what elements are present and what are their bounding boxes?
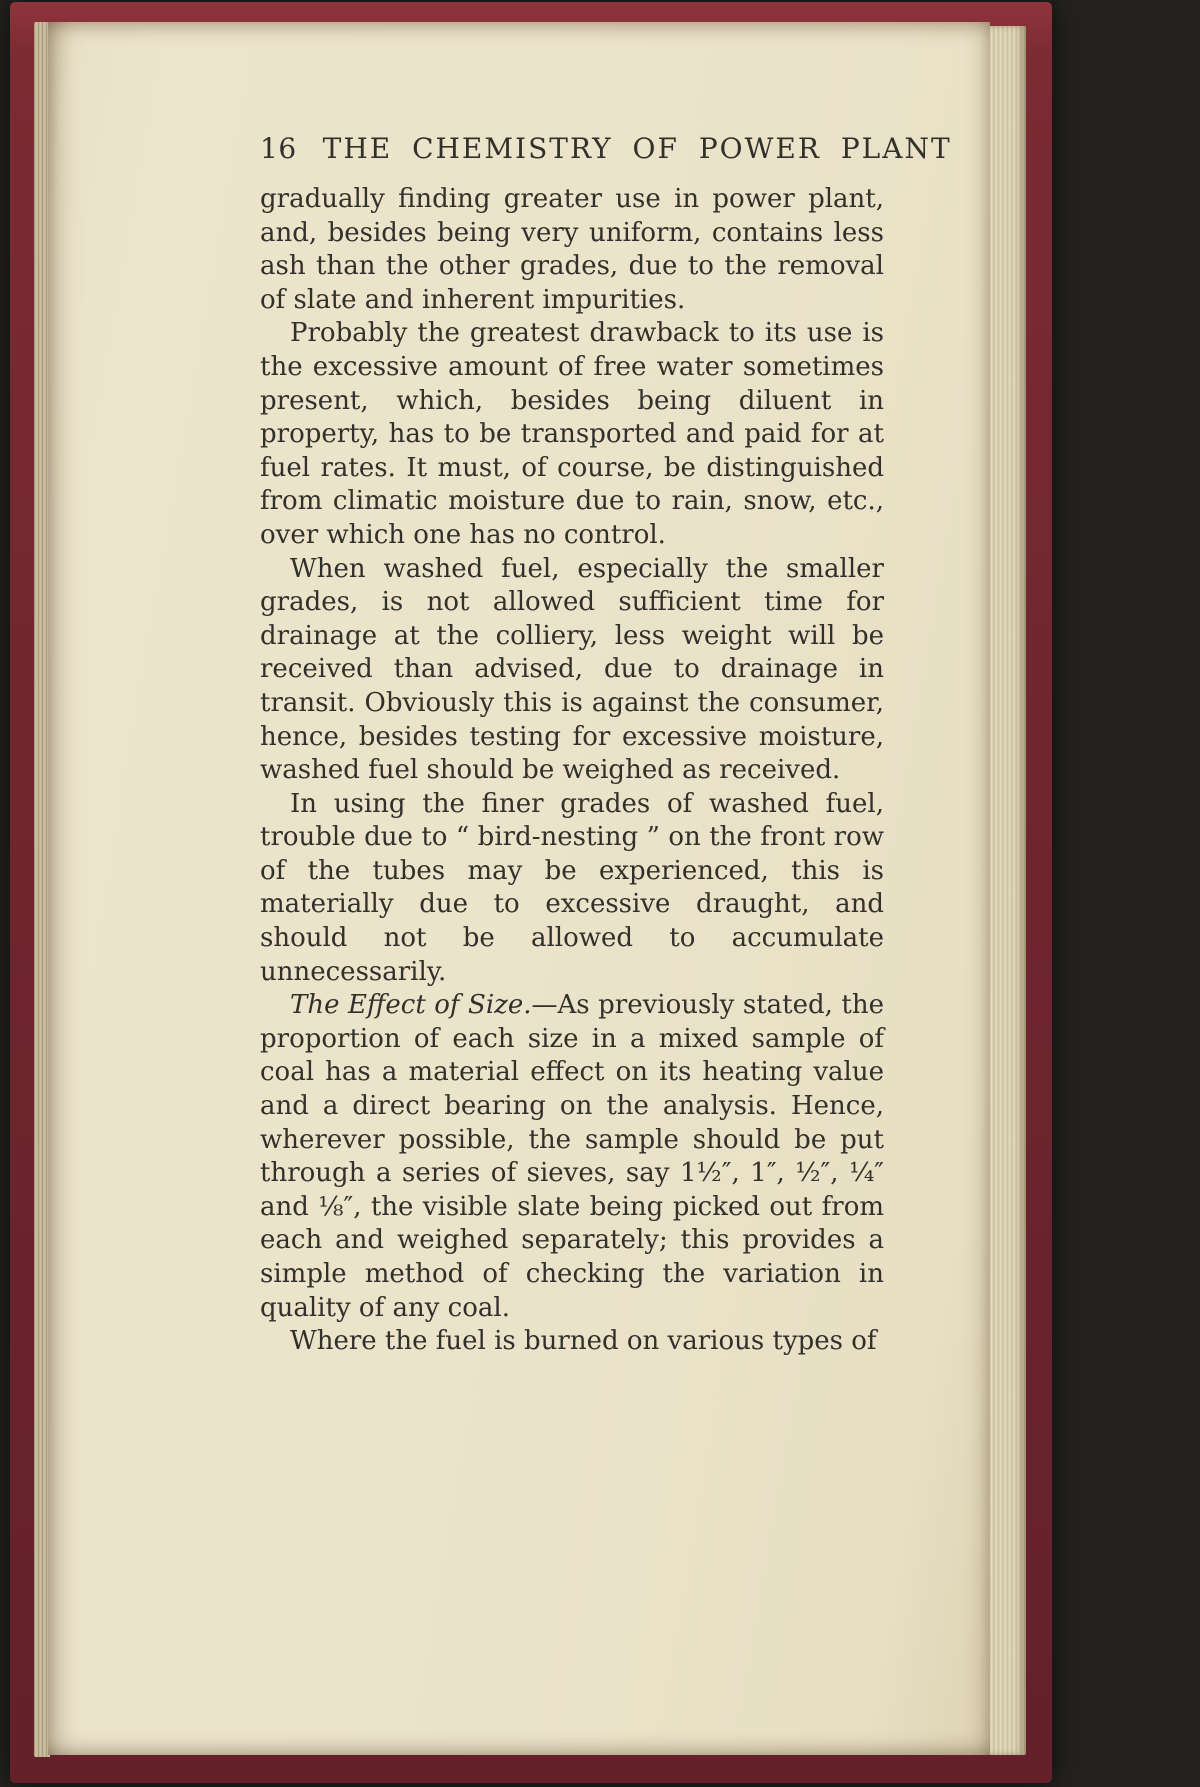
running-header — [260, 132, 952, 165]
paragraph-lead-italic: The Effect of Size. — [290, 990, 532, 1021]
paragraph: In using the finer grades of washed fuel, trouble due to “ bird-nesting ” on the front row of the tubes may be experienced, this is materially due to excessive draught, and should not be allowed to accumulate unnecessarily. — [260, 788, 884, 987]
paragraph — [260, 989, 884, 1325]
paragraph: When washed fuel, especially the smaller grades, is not allowed sufficient time for drainage at the colliery, less weight will be received than advised, due to drainage in transit. Obviously this is against the consumer, hence, besides testing for excessive moisture, washed fuel should be weighed as received. — [260, 553, 884, 786]
fore-edge-page-stack — [986, 26, 1026, 1755]
paragraph: gradually finding greater use in power plant, and, besides being very uniform, contains less ash than the other grades, due to the removal of slate and inherent impurities. — [260, 184, 884, 315]
paragraph: Probably the greatest drawback to its use is the excessive amount of free water sometimes present, which, besides being diluent in property, has to be transported and paid for at fuel rates. It must, of course, be distinguished from climatic moisture due to rain, snow, etc., over which one has no control. — [260, 318, 884, 550]
running-title: THE CHEMISTRY OF POWER PLANT — [322, 132, 952, 165]
page-number: 16 — [260, 132, 297, 165]
paragraph-text: —As previously stated, the proportion of each size in a mixed sample of coal has a material effect on its heating value and a direct bearing on the analysis. Hence, wherever possible, the sample should be put through a series of sieves, say 1½″, 1″, ½″, ¼″ and ⅛″, the visible slate being picked out from each and weighed separately; this provides a simple method of checking the variation in quality of any coal. — [260, 990, 884, 1323]
book-cover — [10, 2, 1052, 1783]
book-page — [48, 22, 990, 1755]
page-content — [260, 132, 952, 1359]
paragraph: Where the fuel is burned on various types of — [290, 1326, 877, 1357]
